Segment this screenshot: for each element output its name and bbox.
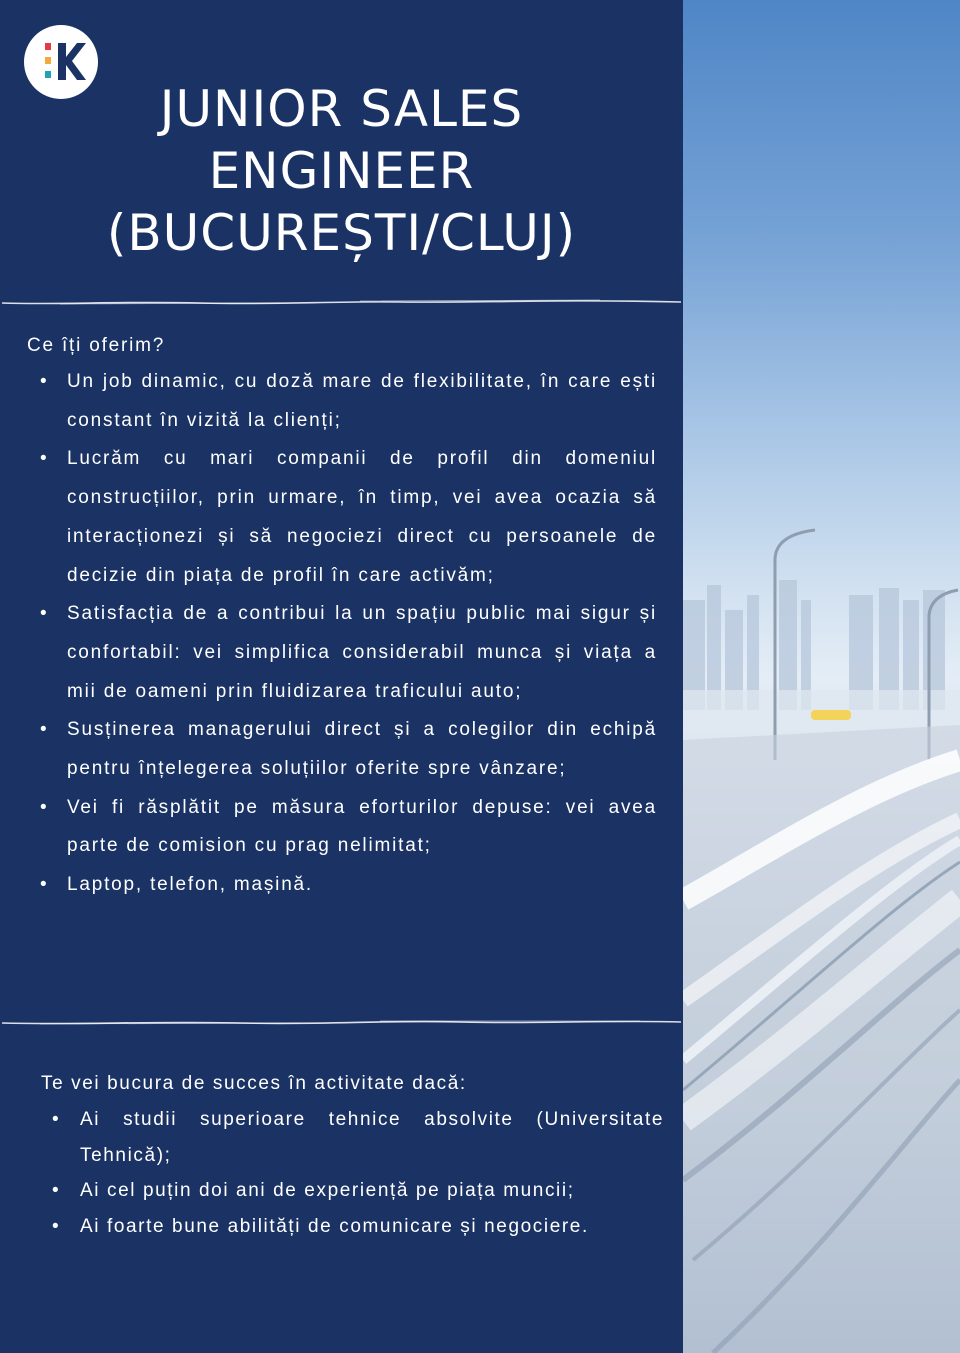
offer-list (27, 363, 657, 905)
title-line-1: JUNIOR SALES (159, 80, 524, 138)
list-item: • Lucrăm cu mari companii de profil din domeniul construcțiilor, prin urmare, în timp, vei avea ocazia să interacționezi și să negociezi direct cu persoanele de decizie din piața de profil în care activăm; (27, 440, 657, 595)
requirements-list (41, 1102, 664, 1244)
list-item: • Laptop, telefon, mașină. (27, 866, 657, 905)
list-item: • Un job dinamic, cu doză mare de flexibilitate, în care ești constant în vizită la clienți; (27, 363, 657, 440)
requirements-section (41, 1068, 664, 1244)
title-line-2: ENGINEER (208, 142, 475, 200)
divider-top (0, 296, 683, 308)
page-title (0, 78, 683, 264)
list-item: • Ai foarte bune abilități de comunicare și negociere. (41, 1209, 664, 1245)
divider-bottom (0, 1016, 683, 1028)
highway-illustration (683, 0, 960, 1353)
list-item: • Vei fi răsplătit pe măsura eforturilor depuse: vei avea parte de comision cu prag nelimitat; (27, 789, 657, 866)
highway-city-photo (683, 0, 960, 1353)
requirements-heading: Te vei bucura de succes în activitate dacă: (41, 1073, 467, 1094)
offer-section (27, 332, 657, 905)
offer-heading: Ce îți oferim? (27, 335, 166, 356)
list-item: • Susținerea managerului direct și a colegilor din echipă pentru înțelegerea soluțiilor oferite spre vânzare; (27, 711, 657, 788)
list-item: • Satisfacția de a contribui la un spațiu public mai sigur și confortabil: vei simplifica considerabil munca și viața a mii de oameni prin fluidizarea traficului auto; (27, 595, 657, 711)
list-item: • Ai studii superioare tehnice absolvite (Universitate Tehnică); (41, 1102, 664, 1173)
list-item: • Ai cel puțin doi ani de experiență pe piața muncii; (41, 1173, 664, 1209)
title-line-3: (BUCUREȘTI/CLUJ) (106, 204, 577, 262)
